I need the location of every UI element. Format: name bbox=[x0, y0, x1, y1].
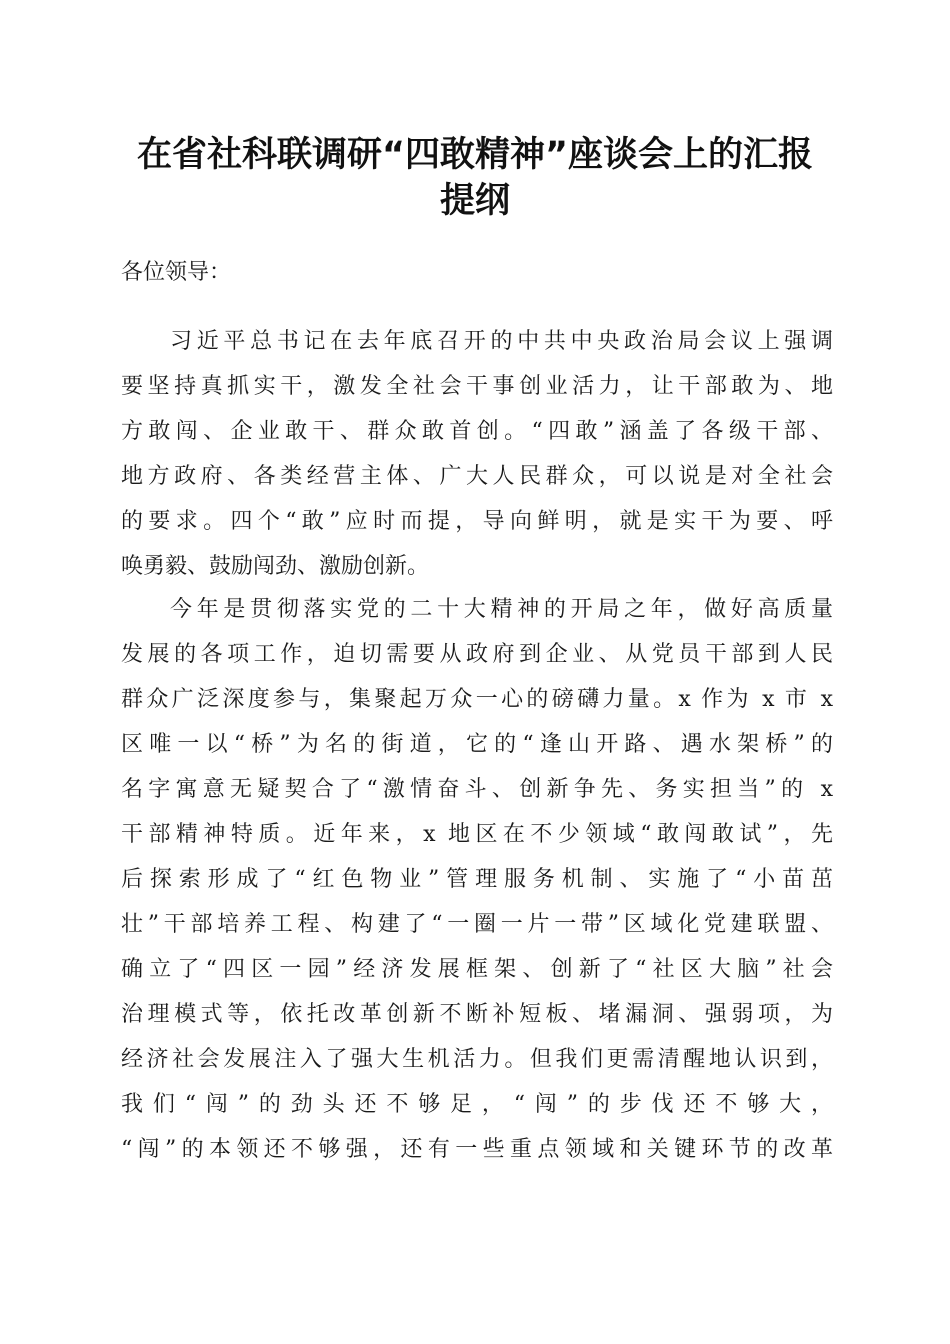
paragraph-line: 治理模式等，依托改革创新不断补短板、堵漏洞、强弱项，为 bbox=[121, 1002, 833, 1027]
paragraph-line: 区唯一以“桥”为名的街道，它的“逢山开路、遇水架桥”的 bbox=[121, 732, 833, 757]
paragraph-line: “闯”的本领还不够强，还有一些重点领域和关键环节的改革 bbox=[121, 1137, 833, 1162]
paragraph-line: 名字寓意无疑契合了“激情奋斗、创新争先、务实担当”的 x bbox=[121, 777, 833, 802]
paragraph-line: 唤勇毅、鼓励闯劲、激励创新。 bbox=[121, 554, 430, 579]
paragraph-line: 确立了“四区一园”经济发展框架、创新了“社区大脑”社会 bbox=[121, 957, 833, 982]
paragraph-line: 要坚持真抓实干，激发全社会干事创业活力，让干部敢为、地 bbox=[121, 374, 833, 399]
title-line-2: 提纲 bbox=[439, 181, 510, 221]
paragraph-line: 经济社会发展注入了强大生机活力。但我们更需清醒地认识到， bbox=[121, 1047, 833, 1072]
paragraph-line: 今年是贯彻落实党的二十大精神的开局之年，做好高质量 bbox=[170, 597, 833, 622]
paragraph-line: 群众广泛深度参与，集聚起万众一心的磅礴力量。x 作为 x 市 x bbox=[121, 687, 833, 712]
paragraph-line: 地方政府、各类经营主体、广大人民群众，可以说是对全社会 bbox=[121, 464, 833, 489]
paragraph-line: 壮”干部培养工程、构建了“一圈一片一带”区域化党建联盟、 bbox=[121, 912, 833, 937]
paragraph-line: 的要求。四个“敢”应时而提，导向鲜明，就是实干为要、呼 bbox=[121, 509, 833, 534]
paragraph-line: 后探索形成了“红色物业”管理服务机制、实施了“小苗茁 bbox=[121, 867, 833, 892]
paragraph-line: 方敢闯、企业敢干、群众敢首创。“四敢”涵盖了各级干部、 bbox=[121, 419, 833, 444]
paragraph-line: 我们“闯”的劲头还不够足，“闯”的步伐还不够大， bbox=[121, 1092, 833, 1117]
paragraph-line: 发展的各项工作，迫切需要从政府到企业、从党员干部到人民 bbox=[121, 642, 833, 667]
title-line-1: 在省社科联调研“四敢精神”座谈会上的汇报 bbox=[136, 135, 813, 175]
salutation: 各位领导： bbox=[121, 260, 232, 285]
paragraph-line: 干部精神特质。近年来，x 地区在不少领域“敢闯敢试”，先 bbox=[121, 822, 833, 847]
document-title bbox=[100, 132, 850, 224]
paragraph-line: 习近平总书记在去年底召开的中共中央政治局会议上强调 bbox=[170, 329, 833, 354]
